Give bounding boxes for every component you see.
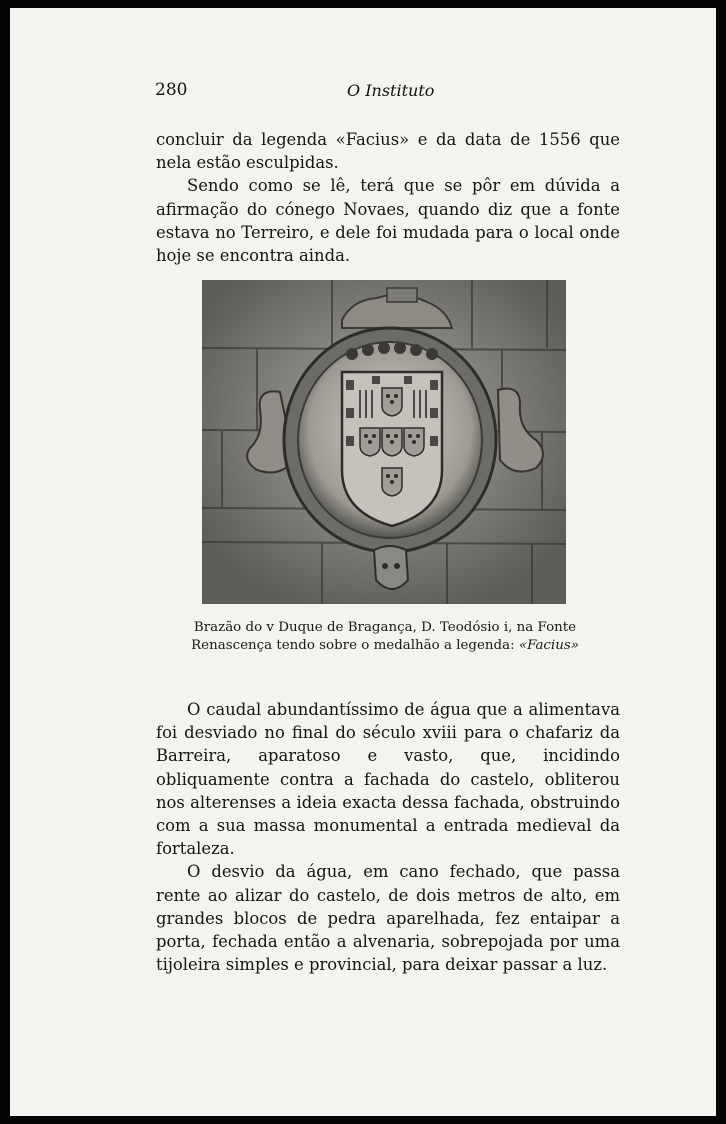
caption-text: Brazão do v Duque de Bragança, D. Teodósio i, na Fonte Renascença tendo sobre o medalhão a legenda: [191, 620, 577, 654]
coat-of-arms-illustration [202, 280, 566, 604]
text-block-bottom [156, 698, 620, 976]
page-number: 280 [155, 80, 188, 100]
paragraph: O caudal abundantíssimo de água que a alimentava foi desviado no final do século xviii para o chafariz da Barreira, aparatoso e vasto, que, incidindo obliquamente contra a fachada do castelo, obliterou nos alterenses a ideia exacta dessa fachada, obstruindo com a sua massa monumental a entrada medieval da fortaleza. [156, 700, 620, 859]
figure-caption [190, 619, 580, 656]
text-block-top [156, 128, 620, 267]
coat-of-arms-photo [202, 280, 566, 604]
caption-legend: «Facius» [518, 638, 579, 654]
paragraph: concluir da legenda «Facius» e da data de 1556 que nela estão esculpidas. [156, 130, 620, 173]
page-header [10, 80, 716, 104]
paragraph: Sendo como se lê, terá que se pôr em dúvida a afirmação do cónego Novaes, quando diz que a fonte estava no Terreiro, e dele foi mudada para o local onde hoje se encontra ainda. [156, 176, 620, 266]
running-title: O Instituto [347, 81, 435, 100]
paragraph: O desvio da água, em cano fechado, que passa rente ao alizar do castelo, de dois metros de alto, em grandes blocos de pedra aparelhada, fez entaipar a porta, fechada então a alvenaria, sobrepojada por uma tijoleira simples e provincial, para deixar passar a luz. [156, 862, 620, 975]
book-page [10, 8, 716, 1116]
